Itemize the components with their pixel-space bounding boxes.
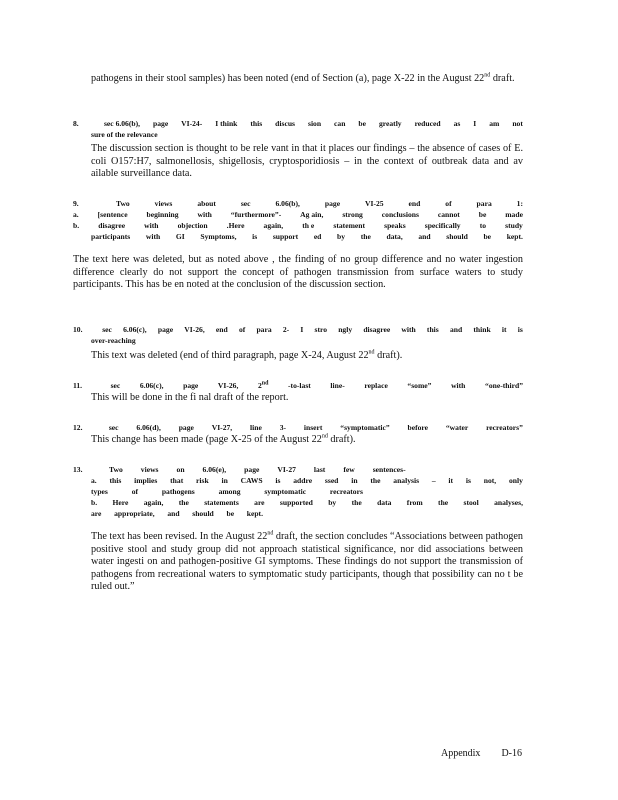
- response-10-text-end: draft).: [374, 350, 403, 361]
- comment-word: statements: [204, 498, 239, 507]
- comment-word: end: [408, 199, 421, 208]
- comment-word: risk: [196, 476, 209, 485]
- comment-word: think: [473, 325, 491, 334]
- comment-word: of: [445, 199, 452, 208]
- comment-word: before: [407, 423, 429, 432]
- comment-word: b.: [91, 498, 98, 507]
- c11-ordinal: [258, 380, 268, 391]
- comment-13: [73, 464, 523, 519]
- comment-word: 6.06(c),: [123, 325, 147, 334]
- c11-w2: 6.06(c),: [139, 381, 164, 390]
- c11-w8: “some”: [407, 381, 432, 390]
- response-12-sup: nd: [321, 433, 328, 440]
- comment-11-line-1: [73, 380, 523, 391]
- comment-word: this: [109, 476, 122, 485]
- c11-w9: with: [451, 381, 466, 390]
- c11-w6: line-: [330, 381, 345, 390]
- comment-word: ssed: [324, 476, 339, 485]
- comment-word: speaks: [384, 221, 406, 230]
- comment-word: supported: [279, 498, 313, 507]
- comment-number: 12.: [73, 423, 83, 432]
- intro-sup: nd: [484, 72, 491, 79]
- c11-w3: page: [183, 381, 199, 390]
- intro-text: pathogens in their stool samples) has been noted (end of Section (a), page X-22 in the August 22: [91, 73, 485, 84]
- comment-word: is: [465, 476, 471, 485]
- comment-word: from: [406, 498, 423, 507]
- comment-word: I: [300, 325, 304, 334]
- comment-word: VI-24-: [181, 119, 203, 128]
- comment-word: participants: [91, 232, 131, 241]
- comment-word: only: [508, 476, 523, 485]
- comment-word: few: [343, 465, 355, 474]
- response-12-text-end: draft).: [327, 434, 356, 445]
- comment-word: is: [517, 325, 523, 334]
- comment-word: addre: [293, 476, 313, 485]
- comment-word: stro: [314, 325, 328, 334]
- comment-11-num: 11.: [73, 381, 83, 390]
- comment-word: support: [272, 232, 299, 241]
- comment-number: 9.: [73, 199, 79, 208]
- comment-word: page: [244, 465, 260, 474]
- comment-word: th e: [302, 221, 315, 230]
- comment-word: the: [438, 498, 449, 507]
- page-footer: [441, 748, 522, 759]
- comment-word: on: [176, 465, 185, 474]
- comment-word: reduced: [414, 119, 441, 128]
- footer-page-number: D-16: [501, 748, 522, 759]
- c11-ordinal-sup: nd: [261, 380, 269, 387]
- c11-ordinal-num: 2: [257, 381, 262, 390]
- comment-word: the: [360, 232, 371, 241]
- comment-word: para: [256, 325, 272, 334]
- comment-word: VI-27,: [211, 423, 233, 432]
- comment-word: VI-25: [365, 199, 384, 208]
- comment-word: disagree: [98, 221, 126, 230]
- c11-w4: VI-26,: [217, 381, 239, 390]
- comment-13-line-1: [73, 464, 523, 475]
- comment-word: sec 6.06(b),: [103, 119, 141, 128]
- comment-word: the: [351, 498, 362, 507]
- comment-word: that: [170, 476, 184, 485]
- c11-w1: sec: [110, 381, 121, 390]
- comment-word: specifically: [424, 221, 461, 230]
- comment-word: data,: [386, 232, 403, 241]
- comment-word: disagree: [363, 325, 391, 334]
- comment-word: be: [483, 232, 492, 241]
- comment-word: stool: [463, 498, 479, 507]
- comment-word: symptomatic: [264, 487, 307, 496]
- comment-word: recreators”: [486, 423, 523, 432]
- comment-word: I think: [215, 119, 238, 128]
- comment-word: beginning: [146, 210, 179, 219]
- comment-word: kept.: [246, 509, 263, 518]
- comment-word: this: [426, 325, 439, 334]
- comment-word: Two: [115, 199, 130, 208]
- comment-word: conclusions: [381, 210, 419, 219]
- comment-word: ed: [313, 232, 322, 241]
- comment-word: with: [144, 221, 159, 230]
- comment-9-line-1: [73, 198, 523, 209]
- comment-word: with: [197, 210, 212, 219]
- comment-13-line-5: [73, 508, 523, 519]
- comment-word: page: [178, 423, 194, 432]
- comment-9-line-4: [73, 231, 523, 242]
- comment-word: Ag ain,: [300, 210, 324, 219]
- comment-word: in: [221, 476, 228, 485]
- comment-word: by: [328, 498, 337, 507]
- comment-word: –: [431, 476, 436, 485]
- comment-word: data: [377, 498, 392, 507]
- comment-word: objection: [177, 221, 208, 230]
- comment-word: GI: [175, 232, 185, 241]
- comment-word: Here: [112, 498, 129, 507]
- comment-word: 3-: [279, 423, 287, 432]
- comment-word: sec: [108, 423, 119, 432]
- comment-word: 6.06(d),: [136, 423, 161, 432]
- response-11: This will be done in the fi nal draft of the report.: [91, 392, 289, 403]
- comment-8-line-2: sure of the relevance: [91, 130, 158, 139]
- comment-word: CAWS: [240, 476, 263, 485]
- comment-word: 2-: [282, 325, 290, 334]
- comment-word: not: [512, 119, 523, 128]
- comment-word: b.: [73, 221, 80, 230]
- comment-word: line: [250, 423, 262, 432]
- comment-9-line-3: [73, 220, 523, 231]
- comment-word: should: [446, 232, 468, 241]
- comment-13-line-3: [73, 486, 523, 497]
- comment-word: are: [91, 509, 102, 518]
- response-13-text-end: draft, the section concludes “Associations between pathogen positive stool and study group did not approach statistical significance, nor did associations between water ingesti on and pathogen-positive GI symptoms. These findings do not support the transmission of pathogens from recreational waters to symptomatic study participants, though that possibility can no t be ruled out.”: [91, 531, 523, 592]
- comment-word: with: [145, 232, 161, 241]
- comment-word: it: [501, 325, 507, 334]
- comment-word: in: [351, 476, 358, 485]
- comment-word: and: [449, 325, 463, 334]
- comment-word: end: [215, 325, 228, 334]
- comment-word: as: [453, 119, 461, 128]
- response-10-sup: nd: [368, 349, 375, 356]
- comment-word: the: [178, 498, 189, 507]
- comment-word: be: [478, 210, 487, 219]
- comment-word: Two: [109, 465, 123, 474]
- comment-9: [73, 198, 523, 242]
- comment-word: of: [131, 487, 139, 496]
- comment-word: cannot: [437, 210, 460, 219]
- comment-12: [73, 422, 523, 433]
- comment-word: is: [275, 476, 281, 485]
- response-12: [91, 434, 523, 447]
- response-13-text: The text has been revised. In the August 22: [91, 531, 268, 542]
- comment-9-line-2: [73, 209, 523, 220]
- comment-word: ngly: [338, 325, 353, 334]
- comment-number: 8.: [73, 119, 79, 128]
- comment-word: “furthermore”-: [230, 210, 282, 219]
- comment-word: VI-27: [277, 465, 296, 474]
- comment-word: implies: [134, 476, 158, 485]
- comment-word: kept.: [506, 232, 523, 241]
- comment-word: a.: [73, 210, 79, 219]
- comment-word: VI-26,: [184, 325, 205, 334]
- comment-word: this: [250, 119, 263, 128]
- comment-word: sion: [307, 119, 322, 128]
- response-9: The text here was deleted, but as noted above , the finding of no group difference and no water ingestion difference clearly do not support the concept of pathogen transmission from surface waters to study participants. This has be en noted at the conclusion of the discussion section.: [73, 254, 523, 290]
- c11-w7: replace: [364, 381, 388, 390]
- comment-word: discus: [275, 119, 296, 128]
- comment-12-line-1: [73, 422, 523, 433]
- comment-word: 6.06(e),: [202, 465, 227, 474]
- comment-word: of: [238, 325, 246, 334]
- intro-text-end: draft.: [490, 73, 515, 84]
- comment-word: strong: [342, 210, 363, 219]
- comment-number: 10.: [73, 325, 83, 334]
- comment-word: study: [505, 221, 523, 230]
- comment-word: made: [505, 210, 523, 219]
- comment-13-line-2: [73, 475, 523, 486]
- comment-word: pathogens: [161, 487, 195, 496]
- comment-13-line-4: [73, 497, 523, 508]
- comment-word: recreators: [329, 487, 363, 496]
- c11-w10: “one-third”: [485, 381, 523, 390]
- comment-word: and: [167, 509, 180, 518]
- response-13: [91, 531, 523, 594]
- comment-8: [73, 118, 523, 140]
- comment-word: analyses,: [494, 498, 523, 507]
- comment-word: 6.06(b),: [275, 199, 300, 208]
- comment-word: “water: [445, 423, 469, 432]
- comment-word: be: [226, 509, 235, 518]
- comment-word: .Here: [226, 221, 245, 230]
- comment-word: views: [154, 199, 173, 208]
- comment-word: by: [337, 232, 346, 241]
- comment-word: it: [448, 476, 454, 485]
- intro-paragraph: [91, 73, 523, 86]
- comment-word: am: [489, 119, 500, 128]
- comment-8-line-1: [73, 118, 523, 129]
- response-10-text: This text was deleted (end of third paragraph, page X-24, August 22: [91, 350, 369, 361]
- c11-w5: -to-last: [288, 381, 311, 390]
- comment-word: sec: [240, 199, 251, 208]
- comment-word: again,: [143, 498, 164, 507]
- comment-10: [73, 324, 523, 346]
- comment-11: [73, 380, 523, 391]
- comment-word: not,: [483, 476, 497, 485]
- comment-word: should: [192, 509, 214, 518]
- footer-label: Appendix: [440, 748, 481, 759]
- response-12-text: This change has been made (page X-25 of the August 22: [91, 434, 322, 445]
- comment-word: insert: [303, 423, 323, 432]
- comment-word: types: [91, 487, 108, 496]
- comment-word: about: [197, 199, 216, 208]
- comment-word: is: [252, 232, 258, 241]
- comment-word: I: [473, 119, 477, 128]
- comment-word: views: [140, 465, 159, 474]
- comment-word: be: [358, 119, 366, 128]
- comment-word: can: [334, 119, 346, 128]
- comment-word: analysis: [393, 476, 420, 485]
- comment-word: a.: [91, 476, 97, 485]
- comment-word: are: [254, 498, 265, 507]
- comment-word: sentences-: [372, 465, 406, 474]
- comment-word: page: [157, 325, 174, 334]
- comment-10-line-2: over-reaching: [91, 336, 136, 345]
- comment-word: the: [370, 476, 381, 485]
- comment-10-line-1: [73, 324, 523, 335]
- comment-word: page: [153, 119, 169, 128]
- response-8: The discussion section is thought to be rele vant in that it places our findings – the absence of cases of E. coli O157:H7, salmonellosis, shigellosis, cryptosporidiosis – in the context of outbreak data and av ailable surveillance data.: [91, 143, 523, 179]
- response-10: [91, 350, 523, 363]
- comment-word: “symptomatic”: [340, 423, 390, 432]
- comment-word: to: [479, 221, 487, 230]
- comment-word: [sentence: [97, 210, 128, 219]
- comment-word: appropriate,: [114, 509, 155, 518]
- comment-word: with: [401, 325, 416, 334]
- comment-word: page: [324, 199, 341, 208]
- comment-word: Symptoms,: [200, 232, 237, 241]
- response-13-sup: nd: [267, 530, 274, 537]
- comment-number: 13.: [73, 465, 83, 474]
- comment-word: last: [313, 465, 326, 474]
- comment-word: among: [218, 487, 241, 496]
- comment-word: statement: [333, 221, 366, 230]
- comment-word: para: [476, 199, 492, 208]
- comment-word: sec: [102, 325, 112, 334]
- comment-word: and: [418, 232, 431, 241]
- comment-word: again,: [263, 221, 284, 230]
- comment-word: greatly: [378, 119, 402, 128]
- comment-word: 1:: [516, 199, 523, 208]
